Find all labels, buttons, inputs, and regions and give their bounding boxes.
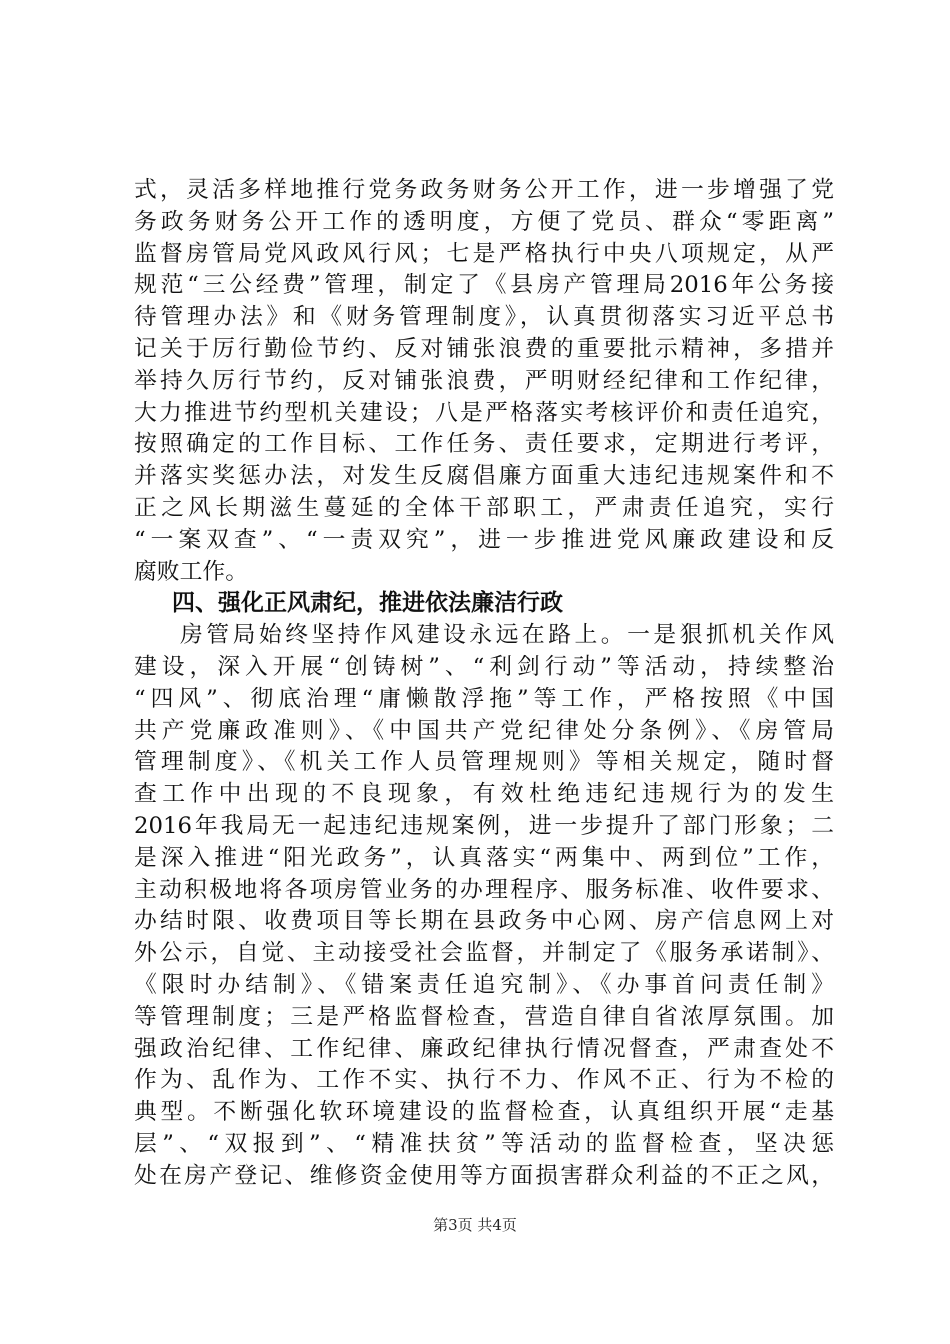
paragraph-continued [134, 175, 834, 588]
paragraph-section-4 [134, 620, 834, 1192]
text-line: 强政治纪律、工作纪律、廉政纪律执行情况督查，严肃查处不 [134, 1035, 834, 1062]
text-line: 作为、乱作为、工作不实、执行不力、作风不正、行为不检的 [134, 1067, 834, 1094]
text-line: 监督房管局党风政风行风；七是严格执行中央八项规定，从严 [134, 240, 834, 267]
page-footer [0, 1214, 950, 1235]
text-line: 腐败工作。 [134, 558, 248, 585]
text-line: 建设，深入开展“创铸树”、“利剑行动”等活动，持续整治 [134, 653, 834, 680]
text-line: 规范“三公经费”管理，制定了《县房产管理局2016年公务接 [134, 272, 834, 299]
text-line: 并落实奖惩办法，对发生反腐倡廉方面重大违纪违规案件和不 [134, 463, 834, 490]
text-line: 房管局始终坚持作风建设永远在路上。一是狠抓机关作风 [180, 622, 834, 649]
section-heading: 四、强化正风肃纪，推进依法廉洁行政 [172, 590, 563, 617]
text-line: 主动积极地将各项房管业务的办理程序、服务标准、收件要求、 [134, 876, 834, 903]
text-line: 记关于厉行勤俭节约、反对铺张浪费的重要批示精神，多措并 [134, 335, 834, 362]
text-line: 待管理办法》和《财务管理制度》，认真贯彻落实习近平总书 [134, 304, 834, 331]
text-line: 大力推进节约型机关建设；八是严格落实考核评价和责任追究， [134, 399, 834, 426]
text-line: 是深入推进“阳光政务”，认真落实“两集中、两到位”工作， [134, 844, 834, 871]
text-line: 务政务财务公开工作的透明度，方便了党员、群众“零距离” [134, 208, 834, 235]
text-line: 《限时办结制》、《错案责任追究制》、《办事首问责任制》 [134, 971, 834, 998]
text-line: 管理制度》、《机关工作人员管理规则》等相关规定，随时督 [134, 749, 834, 776]
text-line: 典型。不断强化软环境建设的监督检查，认真组织开展“走基 [134, 1099, 834, 1126]
text-line: 处在房产登记、维修资金使用等方面损害群众利益的不正之风， [134, 1162, 834, 1189]
text-line: 式，灵活多样地推行党务政务财务公开工作，进一步增强了党 [134, 177, 834, 203]
text-line: 共产党廉政准则》、《中国共产党纪律处分条例》、《房管局 [134, 717, 834, 744]
text-line: 2016年我局无一起违纪违规案例，进一步提升了部门形象；二 [134, 812, 834, 839]
text-line: 按照确定的工作目标、工作任务、责任要求，定期进行考评， [134, 431, 834, 458]
text-line: 办结时限、收费项目等长期在县政务中心网、房产信息网上对 [134, 908, 834, 935]
document-body [134, 175, 834, 1193]
text-line: “四风”、彻底治理“庸懒散浮拖”等工作，严格按照《中国 [134, 685, 834, 712]
text-line: “一案双查”、“一责双究”，进一步推进党风廉政建设和反 [134, 526, 834, 553]
text-line: 等管理制度；三是严格监督检查，营造自律自省浓厚氛围。加 [134, 1003, 834, 1030]
text-line: 层”、“双报到”、“精准扶贫”等活动的监督检查，坚决惩 [134, 1130, 834, 1157]
text-line: 查工作中出现的不良现象，有效杜绝违纪违规行为的发生 [134, 781, 834, 808]
text-line: 正之风长期滋生蔓延的全体干部职工，严肃责任追究，实行 [134, 494, 834, 521]
text-line: 举持久厉行节约，反对铺张浪费，严明财经纪律和工作纪律， [134, 367, 834, 394]
text-line: 外公示，自觉、主动接受社会监督，并制定了《服务承诺制》、 [134, 940, 834, 967]
page-number-label: 第3页 共4页 [433, 1216, 517, 1234]
